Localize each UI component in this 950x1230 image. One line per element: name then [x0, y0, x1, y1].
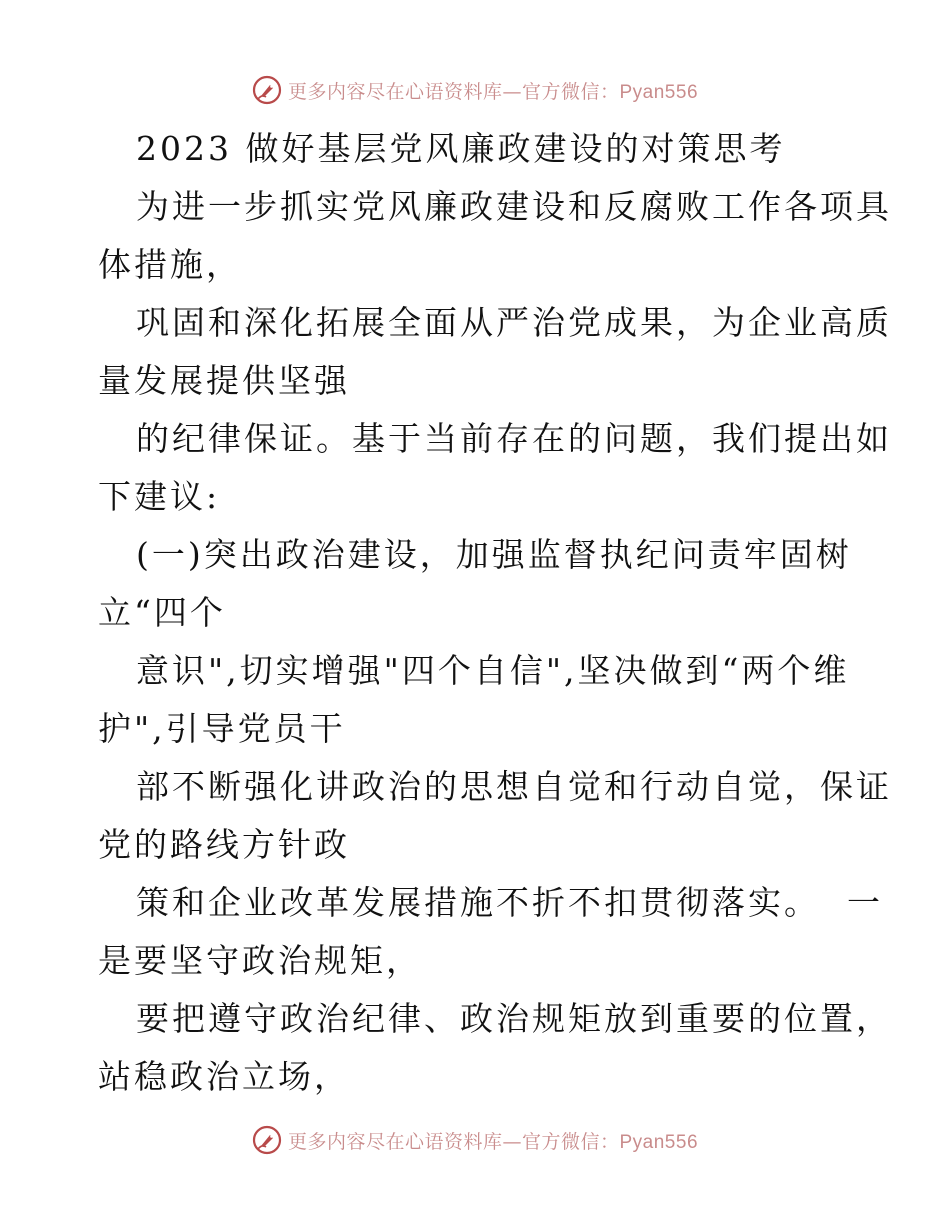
paragraph-line: 立“四个 — [98, 593, 226, 632]
paragraph-line: 为进一步抓实党风廉政建设和反腐败工作各项具 — [136, 187, 892, 226]
paragraph-line: 部不断强化讲政治的思想自觉和行动自觉，保证 — [136, 767, 892, 806]
footer-watermark — [0, 1120, 950, 1160]
paragraph-line: 巩固和深化拓展全面从严治党成果，为企业高质 — [136, 303, 892, 342]
header-watermark — [0, 70, 950, 110]
paragraph-line: 策和企业改革发展措施不折不扣贯彻落实。 一 — [136, 883, 883, 922]
paragraph-line: 量发展提供坚强 — [98, 361, 350, 400]
wechat-id: Pyan556 — [619, 1131, 699, 1153]
pen-nib-logo-icon — [252, 75, 282, 105]
document-body — [98, 120, 892, 1106]
paragraph-line: 要把遵守政治纪律、政治规矩放到重要的位置， — [136, 999, 892, 1038]
paragraph-line: 意识",切实增强"四个自信",坚决做到“两个维 — [136, 651, 850, 690]
paragraph-line: 下建议: — [98, 477, 221, 516]
paragraph-line: 护",引导党员干 — [98, 709, 346, 748]
paragraph-line: 站稳政治立场， — [98, 1057, 350, 1096]
paragraph-line: 的纪律保证。基于当前存在的问题，我们提出如 — [136, 419, 892, 458]
watermark-text: 更多内容尽在心语资料库—官方微信：Pyan556 — [287, 80, 699, 103]
watermark-text: 更多内容尽在心语资料库—官方微信：Pyan556 — [287, 1130, 699, 1153]
paragraph-line: 是要坚守政治规矩， — [98, 941, 422, 980]
paragraph-line: 党的路线方针政 — [98, 825, 350, 864]
paragraph-line: 体措施， — [98, 245, 242, 284]
document-title: 2023 做好基层党风廉政建设的对策思考 — [136, 129, 786, 168]
pen-nib-logo-icon — [252, 1125, 282, 1155]
section-heading-line: (一)突出政治建设，加强监督执纪问责牢固树 — [136, 535, 852, 574]
wechat-id: Pyan556 — [619, 81, 699, 103]
